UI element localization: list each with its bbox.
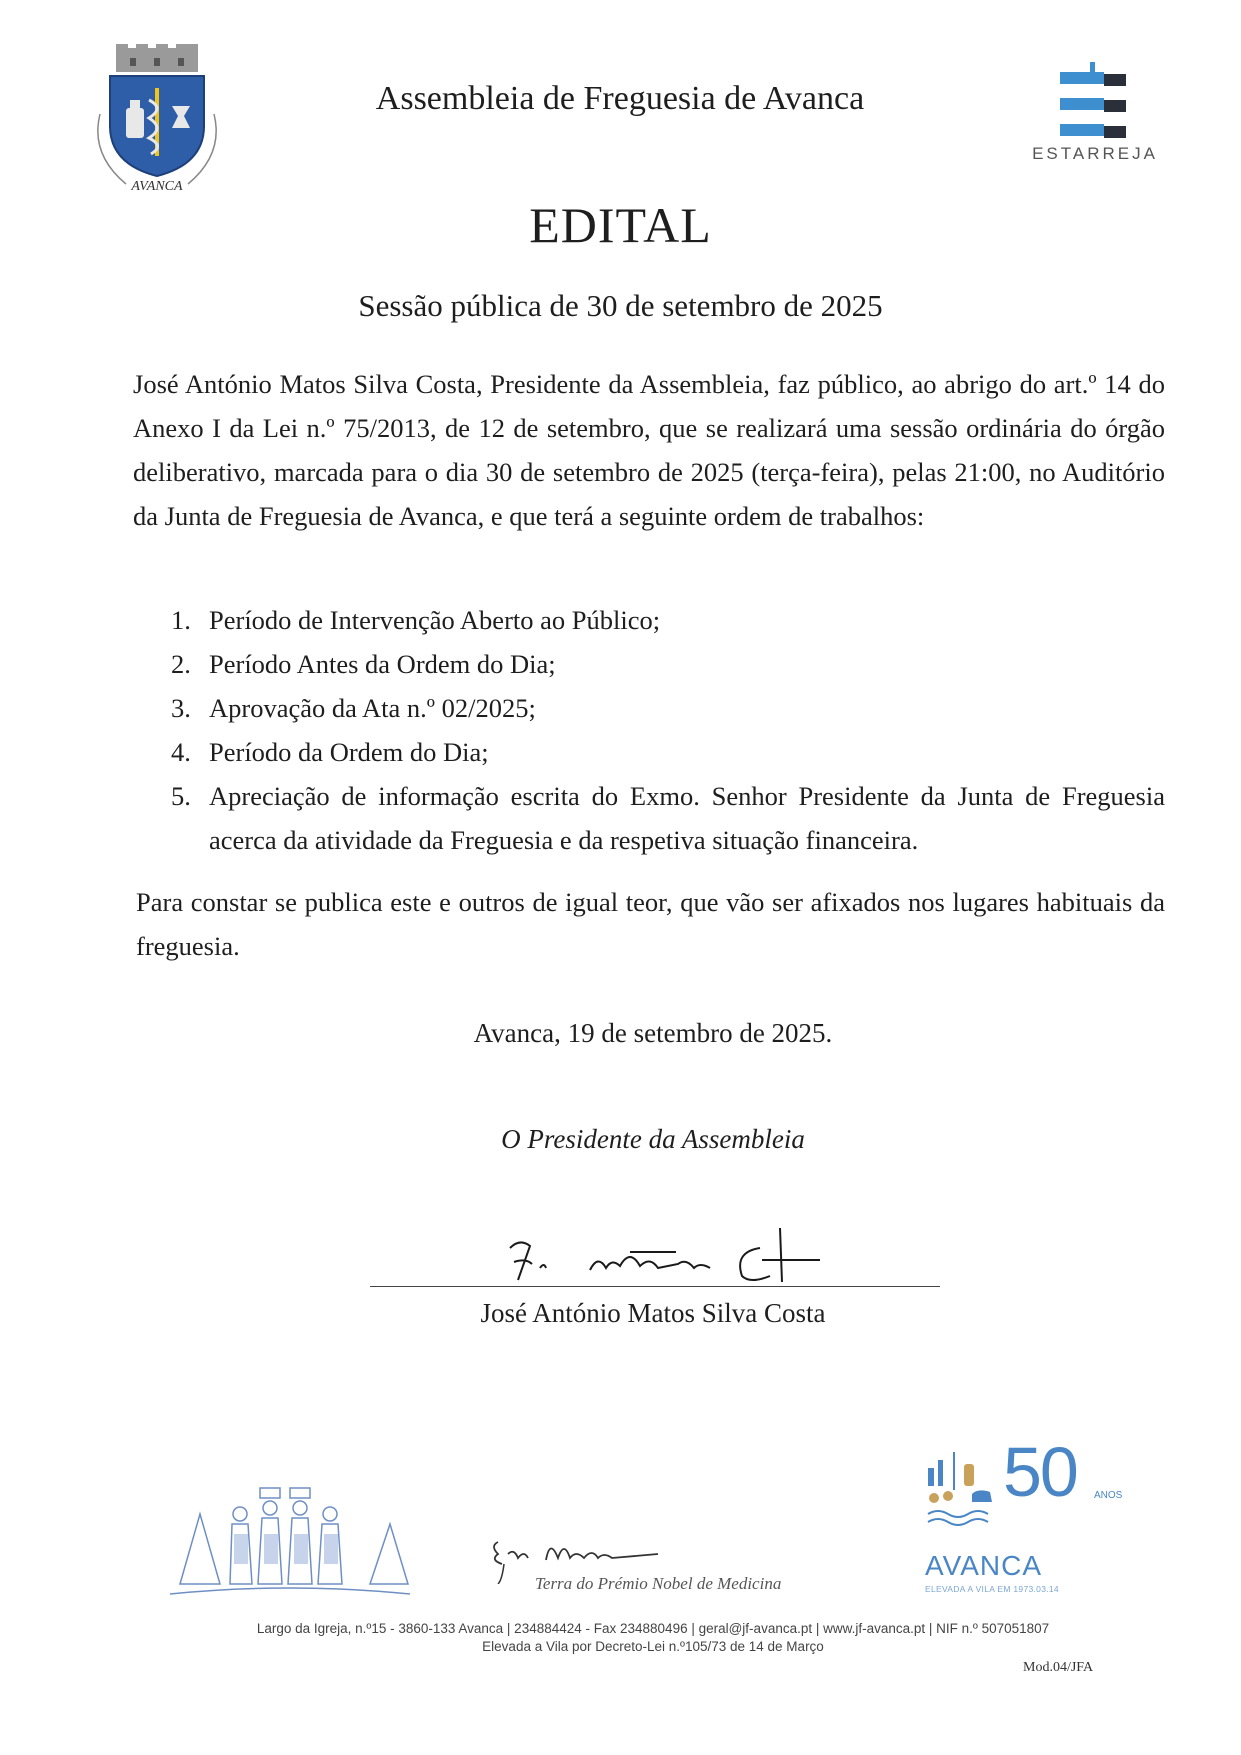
- avanca-subtitle: ELEVADA A VILA EM 1973.03.14: [925, 1584, 1059, 1594]
- document-title: EDITAL: [529, 197, 712, 253]
- place-date: Avanca, 19 de setembro de 2025.: [473, 1018, 833, 1048]
- anniversary-suffix: ANOS: [1094, 1490, 1123, 1501]
- agenda-list: [133, 598, 1165, 862]
- form-code: Mod.04/JFA: [1023, 1660, 1094, 1675]
- avanca-wordmark: AVANCA: [925, 1550, 1042, 1581]
- footer-contact: [0, 1620, 1241, 1656]
- agenda-item-number: 4.: [171, 737, 191, 767]
- coat-of-arms-logo: [86, 44, 228, 194]
- agenda-item: [133, 686, 1165, 730]
- session-title: Sessão pública de 30 de setembro de 2025: [358, 288, 883, 323]
- closing-paragraph: Para constar se publica este e outros de igual teor, que vão ser afixados nos lugares habituais da freguesia.: [136, 887, 1165, 961]
- agenda-item: [133, 774, 1165, 862]
- folk-illustration: [170, 1474, 410, 1610]
- agenda-item-number: 3.: [171, 693, 191, 723]
- agenda-item-text: Período Antes da Ordem do Dia;: [209, 649, 556, 679]
- estarreja-wordmark: ESTARREJA: [1032, 144, 1158, 163]
- agenda-item: [133, 598, 1165, 642]
- header-title: Assembleia de Freguesia de Avanca: [375, 80, 865, 117]
- agenda-item: [133, 730, 1165, 774]
- signature-line: [370, 1286, 940, 1287]
- signatory-role: O Presidente da Assembleia: [501, 1124, 805, 1154]
- agenda-item-text: Aprovação da Ata n.º 02/2025;: [209, 693, 536, 723]
- agenda-item-number: 2.: [171, 649, 191, 679]
- agenda-item-number: 5.: [171, 781, 191, 811]
- agenda-item-text: Período da Ordem do Dia;: [209, 737, 489, 767]
- agenda-item-text: Período de Intervenção Aberto ao Público;: [209, 605, 661, 635]
- agenda-item-number: 1.: [171, 605, 191, 635]
- coat-of-arms-label: AVANCA: [131, 179, 183, 194]
- handwritten-signature: [480, 1218, 860, 1288]
- signatory-name: José António Matos Silva Costa: [480, 1298, 826, 1328]
- anniversary-number: 50: [1003, 1433, 1077, 1511]
- footer-slogan: Terra do Prémio Nobel de Medicina: [535, 1574, 782, 1593]
- intro-paragraph: José António Matos Silva Costa, Presidente da Assembleia, faz público, ao abrigo do art.º 14 do Anexo I da Lei n.º 75/2013, de 12 de setembro, que se realizará uma sessão ordinária do órgão deliberativo, marcada para o dia 30 de setembro de 2025 (terça-feira), pelas 21:00, no Auditório da Junta de Freguesia de Avanca, e que terá a seguinte ordem de trabalhos:: [133, 369, 1165, 531]
- agenda-item-text: Apreciação de informação escrita do Exmo. Senhor Presidente da Junta de Freguesia acerca da atividade da Freguesia e da respetiva situação financeira.: [209, 781, 1165, 855]
- footer-decree-line: Elevada a Vila por Decreto-Lei n.º105/73 de 14 de Março: [482, 1639, 824, 1654]
- footer-contact-line: Largo da Igreja, n.º15 - 3860-133 Avanca | 234884424 - Fax 234880496 | geral@jf-avanca.pt | www.jf-avanca.pt | NIF n.º 507051807: [256, 1621, 1050, 1636]
- agenda-item: [133, 642, 1165, 686]
